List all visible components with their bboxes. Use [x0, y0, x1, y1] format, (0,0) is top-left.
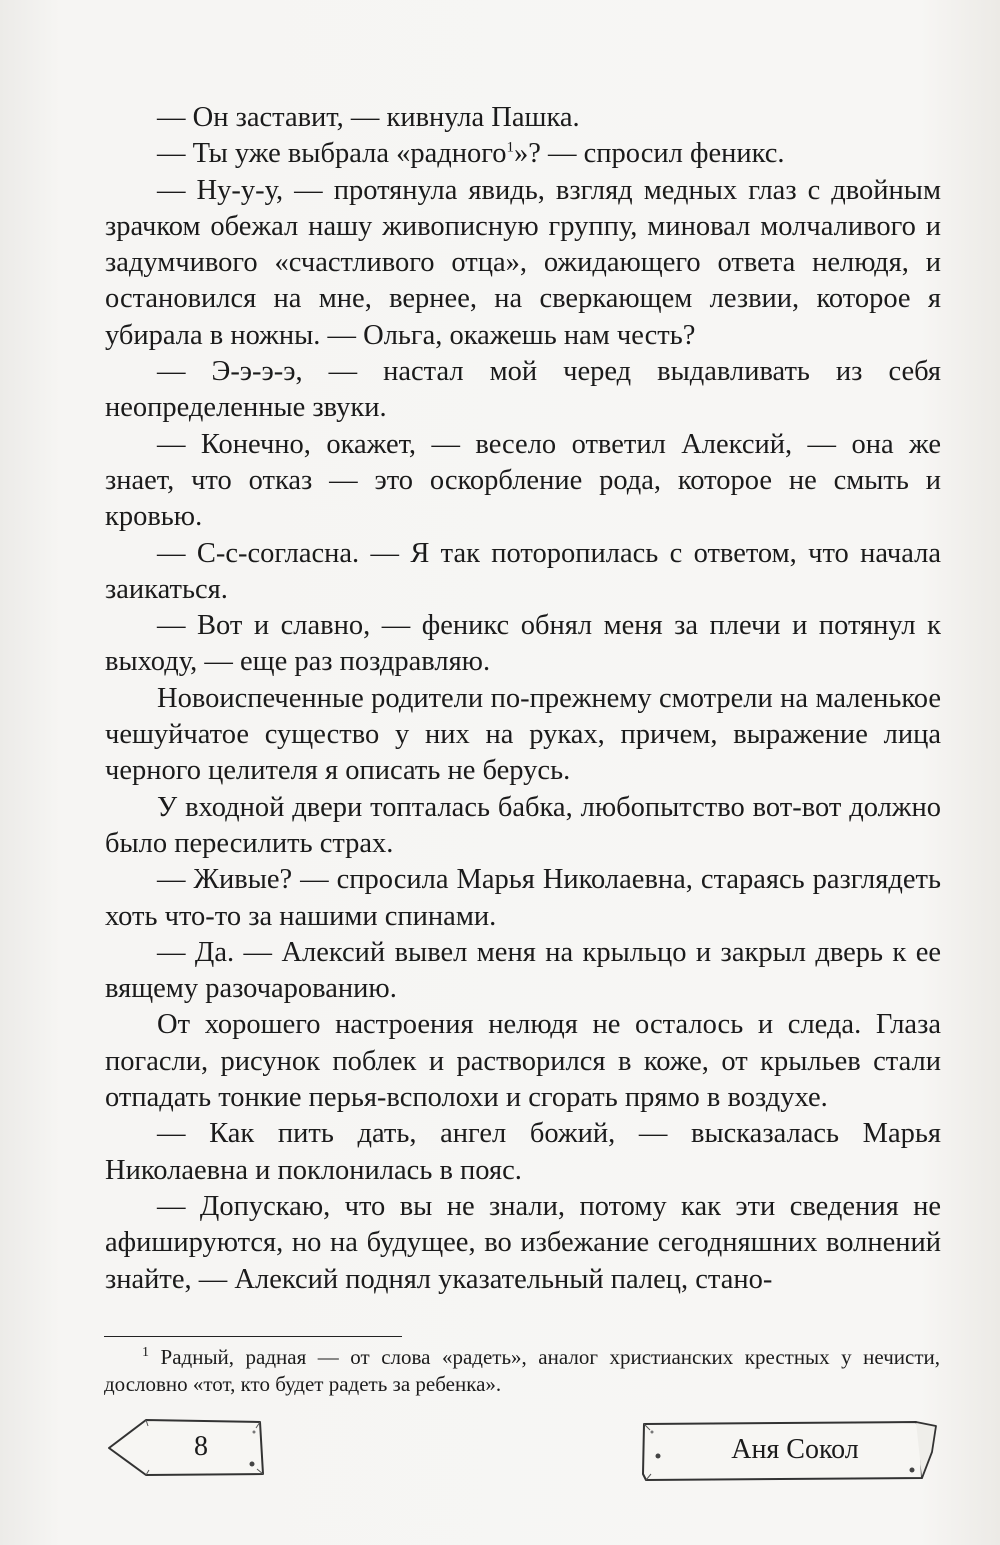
page-number-tag — [106, 1416, 266, 1478]
paragraph: — Конечно, окажет, — весело ответил Алексий, — она же знает, что отказ — это оскорбление рода, которое не смыть и кровью. — [105, 428, 941, 533]
footnote-divider — [104, 1336, 402, 1337]
paragraph: — Да. — Алексий вывел меня на крыльцо и закрыл дверь к ее вящему разочарованию. — [105, 936, 941, 1005]
paragraph: Новоиспеченные родители по-прежнему смотрели на маленькое чешуйчатое существо у них на руках, причем, выражение лица черного целителя я описать не берусь. — [105, 682, 941, 787]
paragraph: — Вот и славно, — феникс обнял меня за плечи и потянул к выходу, — еще раз поздравляю. — [105, 610, 941, 678]
footnote-reference[interactable]: 1 — [506, 139, 514, 156]
page-number: 8 — [194, 1431, 208, 1462]
paragraph: — С-с-согласна. — Я так поторопилась с ответом, что начала заикаться. — [105, 537, 941, 605]
paragraph: От хорошего настроения нелюдя не осталось и следа. Глаза погасли, рисунок поблек и растворился в коже, от крыльев стали отпадать тонкие перья-всполохи и сгорать прямо в воздухе. — [105, 1009, 941, 1114]
paragraph: — Ну-у-у, — протянула явидь, взгляд медных глаз с двойным зрачком обежал нашу живописную группу, миновал молчаливого и задумчивого «счастливого отца», ожидающего ответа нелюдя, и остановился на мне, вернее, на сверкающем лезвии, которое я убирала в ножны. — Ольга, окажешь нам честь? — [105, 174, 941, 351]
footnote-number: 1 — [142, 1345, 149, 1360]
footnote-text: Радный, радная — от слова «радеть», аналог христианских крестных у нечисти, дословно «тот, кто будет радеть за ребенка». — [104, 1345, 941, 1396]
footnote — [104, 1344, 940, 1398]
paragraph: — Допускаю, что вы не знали, потому как эти сведения не афишируются, но на будущее, во избежание сегодняшних волнений знайте, — Алексий поднял указательный палец, стано- — [105, 1190, 941, 1295]
paragraph: У входной двери топталась бабка, любопытство вот-вот должно было пересилить страх. — [105, 791, 941, 859]
paragraph: — Живые? — спросила Марья Николаевна, стараясь разглядеть хоть что-то за нашими спинами. — [105, 864, 941, 932]
paragraph — [105, 136, 941, 172]
paragraph: — Он заставит, — кивнула Пашка. — [157, 102, 580, 133]
paragraph-text: — Ты уже выбрала «радного — [157, 138, 507, 170]
paragraph-text: »? — спросил феникс. — [514, 138, 785, 170]
main-text — [105, 100, 941, 1298]
author-tag — [640, 1418, 940, 1482]
author-name: Аня Сокол — [731, 1434, 859, 1465]
paragraph: — Э-э-э-э, — настал мой черед выдавливать из себя неопределенные звуки. — [105, 356, 941, 424]
paragraph: — Как пить дать, ангел божий, — высказалась Марья Николаевна и поклонилась в пояс. — [105, 1118, 941, 1186]
